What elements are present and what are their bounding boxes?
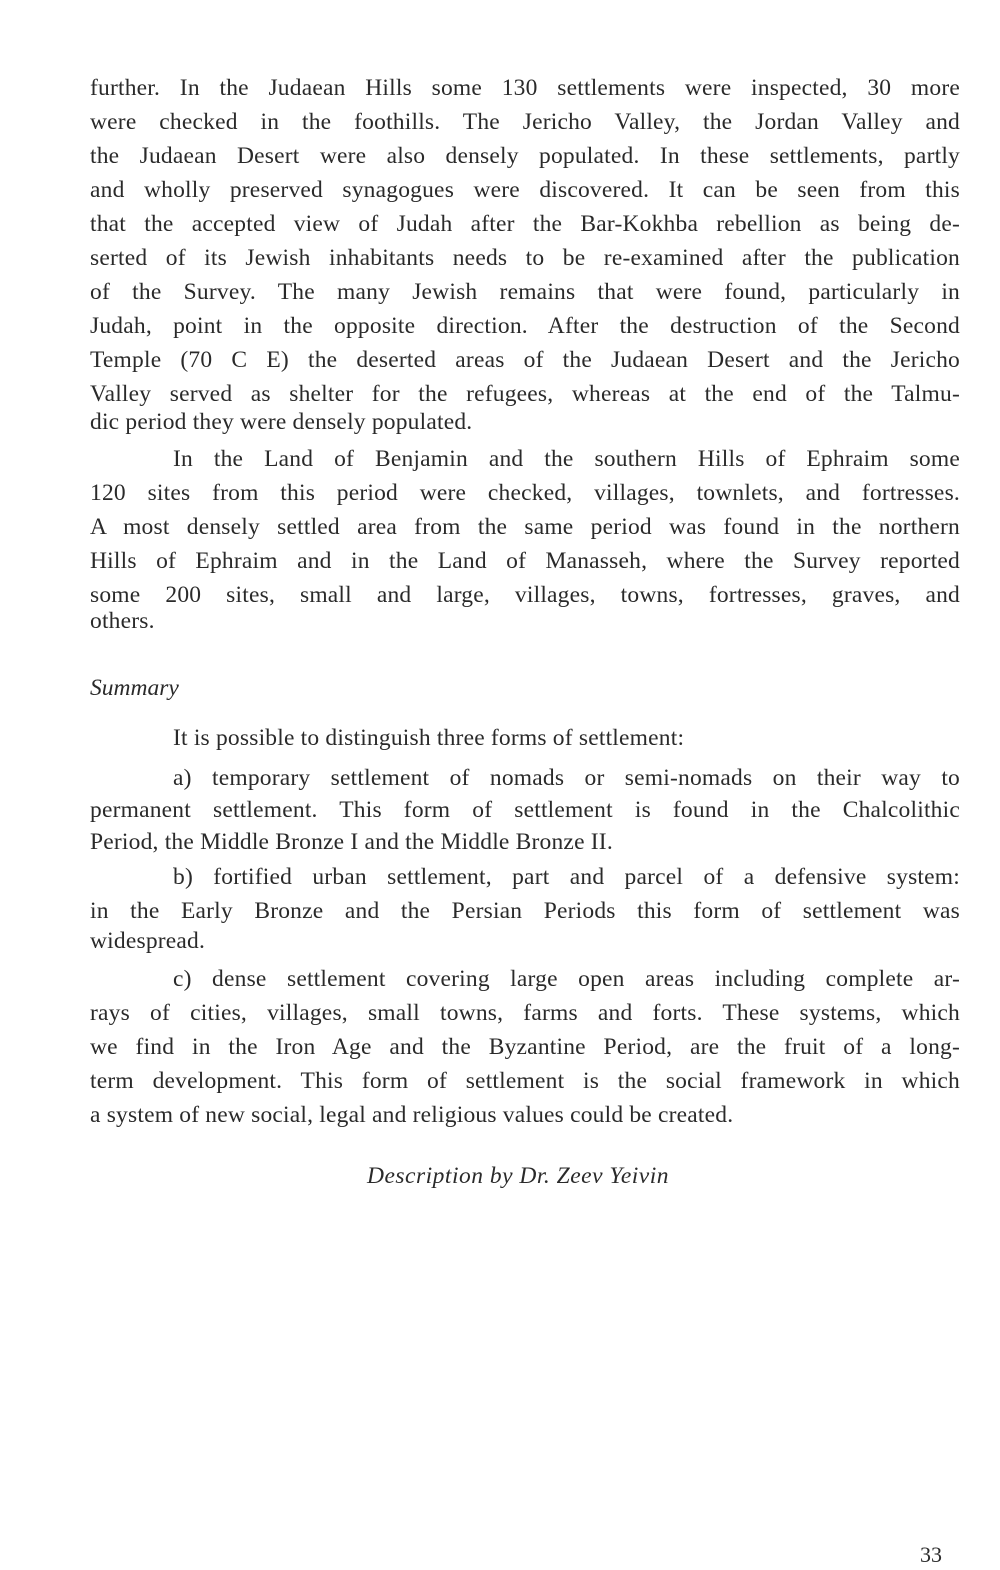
text-line: permanent settlement. This form of settlement is found in the Chalcolithic <box>90 797 960 823</box>
text-line: Hills of Ephraim and in the Land of Manasseh, where the Survey reported <box>90 548 960 574</box>
author-signature: Description by Dr. Zeev Yeivin <box>367 1163 669 1189</box>
summary-intro: It is possible to distinguish three forms of settlement: <box>173 725 685 751</box>
text-line: 120 sites from this period were checked, villages, townlets, and fortresses. <box>90 480 960 506</box>
text-line: Temple (70 C E) the deserted areas of the Judaean Desert and the Jericho <box>90 347 960 373</box>
text-line: a system of new social, legal and religious values could be created. <box>90 1102 734 1128</box>
text-line: further. In the Judaean Hills some 130 settlements were inspected, 30 more <box>90 75 960 101</box>
text-line: A most densely settled area from the same period was found in the northern <box>90 514 960 540</box>
text-line: term development. This form of settlement is the social framework in which <box>90 1068 960 1094</box>
text-line: widespread. <box>90 928 206 954</box>
text-line: b) fortified urban settlement, part and parcel of a defensive system: <box>173 864 960 890</box>
text-line: in the Early Bronze and the Persian Periods this form of settlement was <box>90 898 960 924</box>
text-line: the Judaean Desert were also densely populated. In these settlements, partly <box>90 143 960 169</box>
text-line: others. <box>90 608 155 634</box>
page-number: 33 <box>920 1542 942 1567</box>
text-line: of the Survey. The many Jewish remains that were found, particularly in <box>90 279 960 305</box>
text-line: rays of cities, villages, small towns, farms and forts. These systems, which <box>90 1000 960 1026</box>
section-heading-summary: Summary <box>90 675 179 701</box>
text-line: that the accepted view of Judah after the Bar-Kokhba rebellion as being de- <box>90 211 960 237</box>
text-line: In the Land of Benjamin and the southern Hills of Ephraim some <box>173 446 960 472</box>
text-line: Period, the Middle Bronze I and the Middle Bronze II. <box>90 829 613 855</box>
text-line: and wholly preserved synagogues were discovered. It can be seen from this <box>90 177 960 203</box>
text-line: Valley served as shelter for the refugees, whereas at the end of the Talmu- <box>90 381 960 407</box>
text-line: a) temporary settlement of nomads or semi-nomads on their way to <box>173 765 960 791</box>
text-line: c) dense settlement covering large open areas including complete ar- <box>173 966 960 992</box>
text-line: were checked in the foothills. The Jericho Valley, the Jordan Valley and <box>90 109 960 135</box>
text-line: some 200 sites, small and large, villages, towns, fortresses, graves, and <box>90 582 960 608</box>
text-line: dic period they were densely populated. <box>90 409 473 435</box>
text-line: serted of its Jewish inhabitants needs to be re-examined after the publication <box>90 245 960 271</box>
text-line: Judah, point in the opposite direction. After the destruction of the Second <box>90 313 960 339</box>
text-line: we find in the Iron Age and the Byzantine Period, are the fruit of a long- <box>90 1034 960 1060</box>
